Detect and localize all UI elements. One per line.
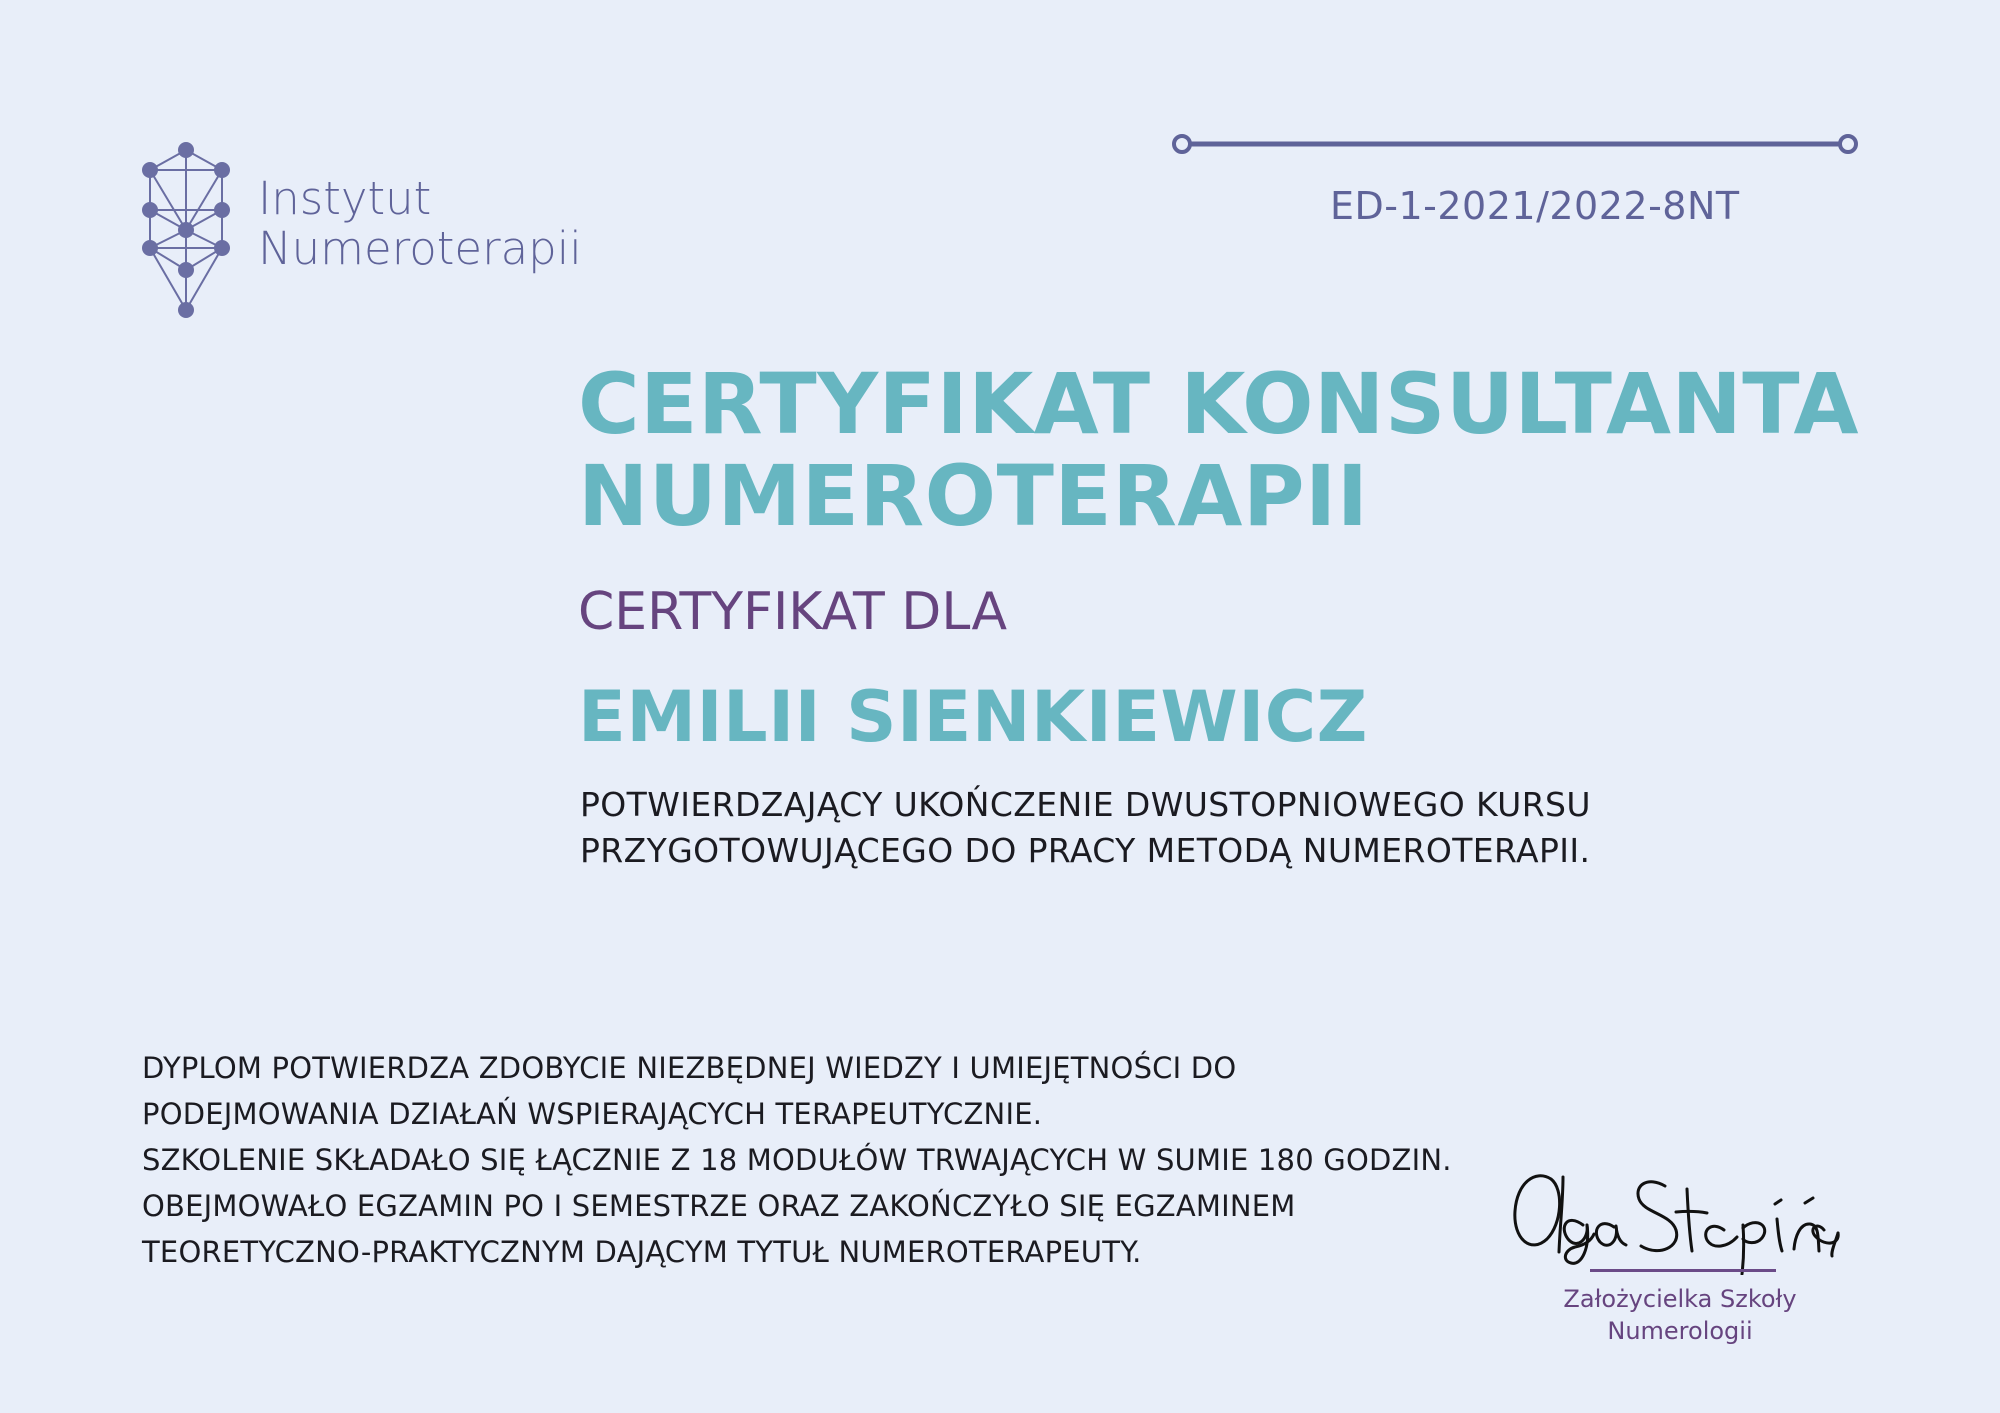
certificate-for-label: CERTYFIKAT DLA: [578, 582, 1008, 642]
certificate-title: [578, 355, 1898, 545]
course-details: [142, 1045, 1452, 1275]
signatory-role-line-2: Numerologii: [1607, 1317, 1753, 1345]
title-line-2: NUMEROTERAPII: [578, 447, 1369, 545]
handwritten-signature: [1505, 1155, 1840, 1275]
tree-of-life-icon: [138, 140, 234, 326]
details-line-2: PODEJMOWANIA DZIAŁAŃ WSPIERAJĄCYCH TERAPEUTYCZNIE.: [142, 1097, 1043, 1131]
confirmation-line-1: POTWIERDZAJĄCY UKOŃCZENIE DWUSTOPNIOWEGO KURSU: [580, 785, 1591, 824]
logo-line-1: Instytut: [258, 172, 432, 225]
decorative-divider: [1170, 134, 1860, 154]
details-line-3: SZKOLENIE SKŁADAŁO SIĘ ŁĄCZNIE Z 18 MODUŁÓW TRWAJĄCYCH W SUMIE 180 GODZIN.: [142, 1143, 1452, 1177]
details-line-1: DYPLOM POTWIERDZA ZDOBYCIE NIEZBĘDNEJ WIEDZY I UMIEJĘTNOŚCI DO: [142, 1051, 1237, 1085]
signatory-role-line-1: Założycielka Szkoły: [1563, 1285, 1797, 1313]
certificate-code: ED-1-2021/2022-8NT: [1330, 184, 1740, 228]
details-line-5: TEORETYCZNO-PRAKTYCZNYM DAJĄCYM TYTUŁ NUMEROTERAPEUTY.: [142, 1235, 1142, 1269]
confirmation-text: [580, 782, 1620, 874]
recipient-name: EMILII SIENKIEWICZ: [578, 676, 1368, 758]
signatory-role: [1520, 1283, 1840, 1347]
details-line-4: OBEJMOWAŁO EGZAMIN PO I SEMESTRZE ORAZ ZAKOŃCZYŁO SIĘ EGZAMINEM: [142, 1189, 1296, 1223]
institute-logo: [138, 140, 582, 330]
signature-underline: [1590, 1269, 1776, 1272]
confirmation-line-2: PRZYGOTOWUJĄCEGO DO PRACY METODĄ NUMEROTERAPII.: [580, 831, 1591, 870]
logo-line-2: Numeroterapii: [258, 222, 582, 275]
title-line-1: CERTYFIKAT KONSULTANTA: [578, 355, 1860, 453]
logo-wordmark: [258, 174, 582, 274]
